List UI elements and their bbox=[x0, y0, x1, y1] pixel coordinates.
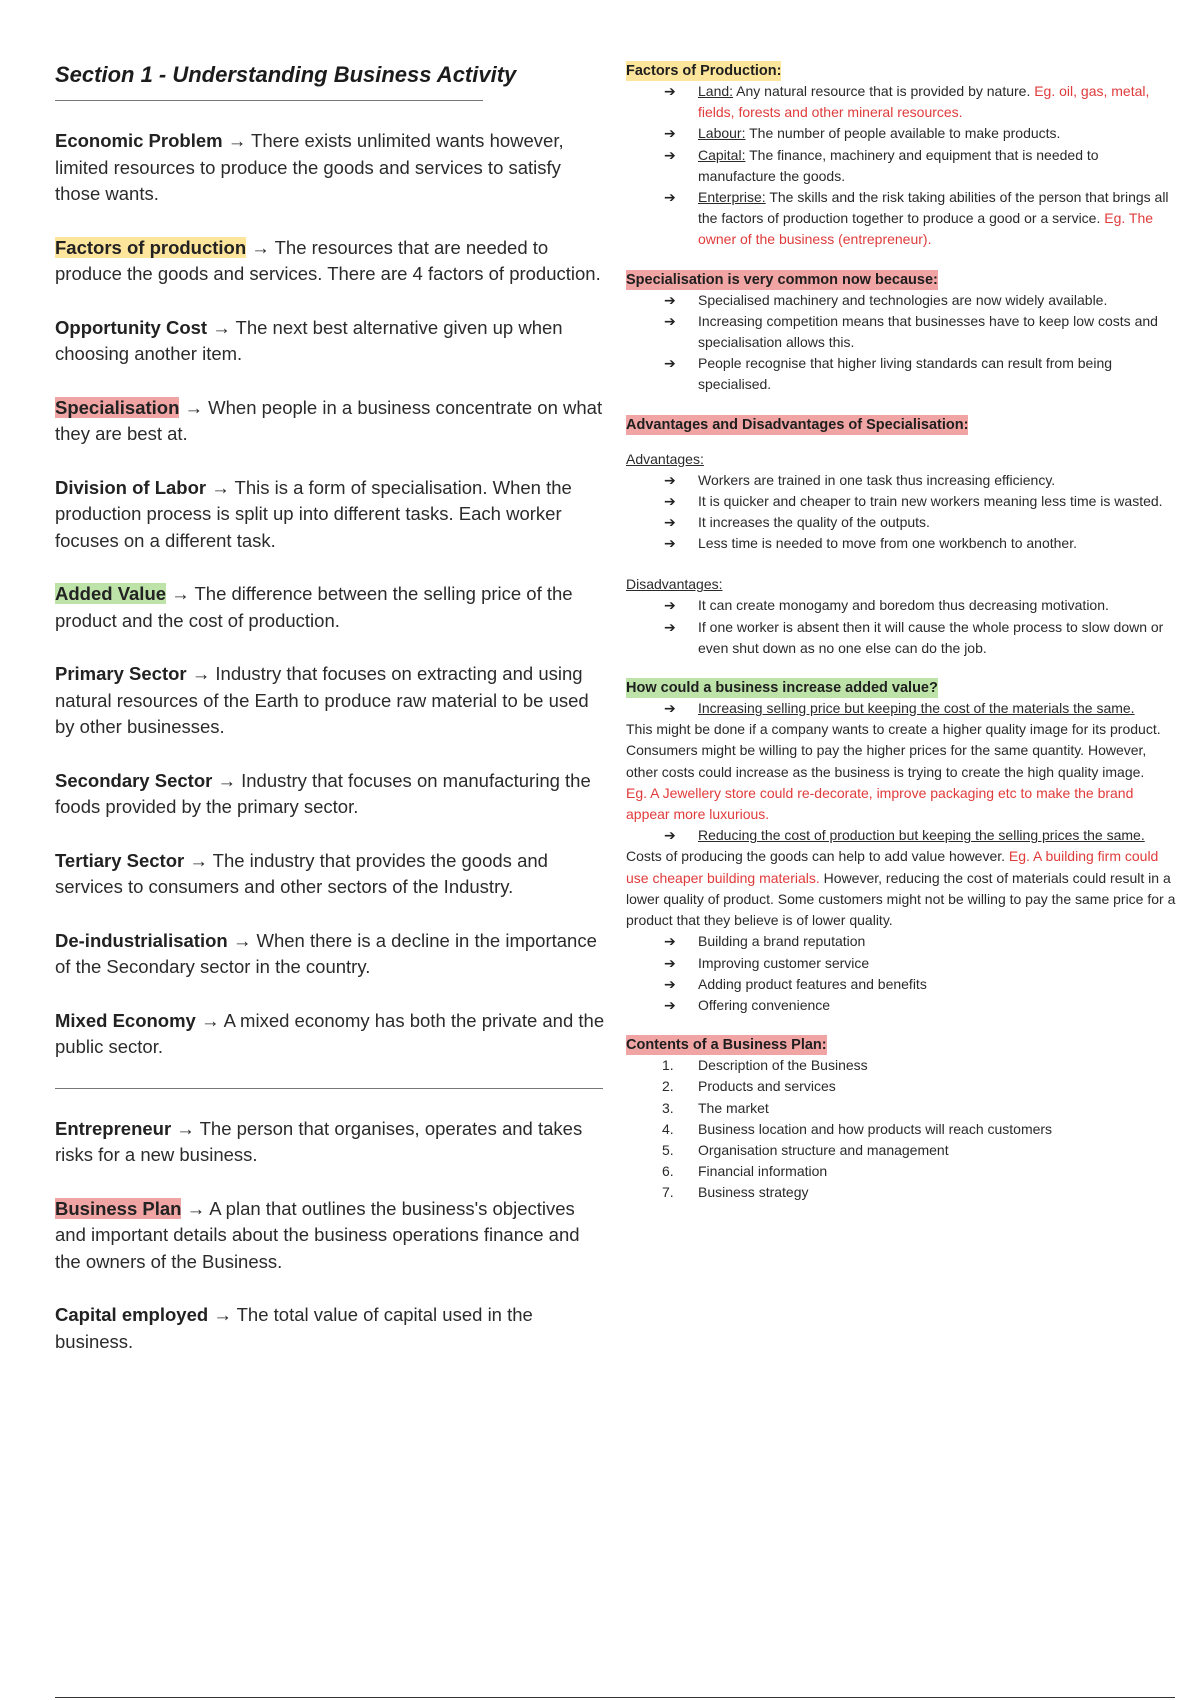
definition-business-plan bbox=[55, 1196, 610, 1276]
term-label: Business Plan bbox=[55, 1197, 182, 1219]
list-item bbox=[626, 470, 1178, 491]
added-value-paragraph-2 bbox=[626, 846, 1178, 931]
term-label: Entrepreneur bbox=[55, 1117, 172, 1139]
factor-label: Labour: bbox=[698, 125, 746, 142]
list-item bbox=[626, 311, 1178, 353]
added-value-list-1 bbox=[626, 698, 1178, 719]
list-item-text: It increases the quality of the outputs. bbox=[698, 514, 930, 531]
list-item bbox=[626, 825, 1178, 846]
arrow-right-icon: ➔ bbox=[664, 312, 676, 329]
arrow-right-icon: ➔ bbox=[664, 83, 676, 99]
list-number: 7. bbox=[662, 1184, 674, 1201]
arrow-right-icon: ➔ bbox=[664, 189, 676, 206]
added-value-list-3 bbox=[626, 931, 1178, 1016]
term-label: Specialisation bbox=[55, 396, 180, 418]
term-label: Tertiary Sector bbox=[55, 849, 185, 871]
factor-label: Enterprise: bbox=[698, 189, 766, 206]
list-item bbox=[626, 595, 1178, 616]
advantages-list bbox=[626, 470, 1178, 555]
list-item-text: If one worker is absent then it will cause the whole process to slow down or even shut down as no one else can do the job. bbox=[698, 618, 1164, 656]
list-item bbox=[626, 1140, 1178, 1161]
arrow-right-icon: ➔ bbox=[664, 125, 676, 142]
term-description: → Industry that focuses on extracting and using natural resources of the Earth to produce raw material to be used by other businesses. bbox=[55, 663, 589, 737]
factor-example: Eg. oil, gas, metal, fields, forests and other mineral resources. bbox=[698, 83, 1150, 121]
list-item-text: Less time is needed to move from one workbench to another. bbox=[698, 535, 1077, 552]
list-item-text: Business location and how products will reach customers bbox=[698, 1120, 1053, 1137]
paragraph-text: This might be done if a company wants to create a higher quality image for its product. Consumers might be willing to pay the higher prices for the same quantity. However, other costs could increase as the business is trying to create the high quality image. bbox=[626, 721, 1161, 780]
list-item-text: Offering convenience bbox=[698, 996, 831, 1013]
arrow-right-icon: ➔ bbox=[664, 933, 676, 950]
list-item-text: Organisation structure and management bbox=[698, 1141, 949, 1158]
list-item-text: Financial information bbox=[698, 1163, 828, 1180]
list-item-text: It can create monogamy and boredom thus decreasing motivation. bbox=[698, 597, 1109, 614]
paragraph-text: Costs of producing the goods can help to add value however. bbox=[626, 848, 1009, 865]
term-description: → The next best alternative given up when choosing another item. bbox=[55, 316, 563, 364]
list-item-text: Business strategy bbox=[698, 1184, 809, 1201]
list-item-text: Building a brand reputation bbox=[698, 933, 866, 950]
list-item-text: Specialised machinery and technologies are now widely available. bbox=[698, 291, 1108, 308]
section-divider bbox=[55, 1088, 603, 1089]
term-description: → The resources that are needed to produce the goods and services. There are 4 factors of production. bbox=[55, 236, 601, 284]
arrow-right-icon: ➔ bbox=[664, 355, 676, 372]
factor-text: The number of people available to make products. bbox=[745, 125, 1061, 142]
list-item bbox=[626, 617, 1178, 659]
paragraph-text: However, reducing the cost of materials could result in a lower quality of product. Some customers might not be willing to pay the same price for a product that they believe is of lower quality. bbox=[626, 869, 1176, 929]
added-value-heading: How could a business increase added value? bbox=[626, 680, 938, 697]
definition-primary-sector bbox=[55, 661, 610, 741]
specialisation-heading: Specialisation is very common now because: bbox=[626, 271, 938, 288]
business-plan-list bbox=[626, 1055, 1178, 1203]
definition-de-industrialisation bbox=[55, 928, 610, 981]
term-description: → The difference between the selling price of the product and the cost of production. bbox=[55, 583, 573, 631]
paragraph-example: Eg. A building firm could use cheaper building materials. bbox=[626, 848, 1159, 886]
definition-entrepreneur bbox=[55, 1116, 610, 1169]
term-label: Primary Sector bbox=[55, 663, 187, 684]
added-value-block bbox=[626, 678, 1178, 1016]
arrow-right-icon: ➔ bbox=[664, 954, 676, 971]
list-item bbox=[626, 1076, 1178, 1097]
list-item bbox=[626, 1182, 1178, 1203]
term-label: De-industrialisation bbox=[55, 929, 228, 951]
term-description: → When people in a business concentrate on what they are best at. bbox=[55, 396, 603, 444]
list-item bbox=[626, 533, 1178, 554]
list-item-text: Reducing the cost of production but keeping the selling prices the same. bbox=[698, 827, 1145, 844]
term-description: → The person that organises, operates and takes risks for a new business. bbox=[55, 1117, 583, 1165]
list-item-text: Adding product features and benefits bbox=[698, 975, 927, 992]
definition-mixed-economy bbox=[55, 1008, 610, 1061]
definition-opportunity-cost bbox=[55, 315, 610, 368]
list-number: 2. bbox=[662, 1078, 674, 1095]
added-value-list-2 bbox=[626, 825, 1178, 846]
list-item-text: It is quicker and cheaper to train new workers meaning less time is wasted. bbox=[698, 492, 1163, 509]
list-number: 6. bbox=[662, 1163, 674, 1180]
arrow-right-icon: ➔ bbox=[664, 146, 676, 163]
list-item-text: People recognise that higher living standards can result from being specialised. bbox=[698, 355, 1113, 393]
factor-label: Land: bbox=[698, 83, 734, 99]
arrow-right-icon: ➔ bbox=[664, 996, 676, 1013]
definition-added-value bbox=[55, 581, 610, 634]
list-number: 4. bbox=[662, 1120, 674, 1137]
arrow-right-icon: ➔ bbox=[664, 597, 676, 614]
disadvantages-list bbox=[626, 595, 1178, 659]
arrow-right-icon: ➔ bbox=[664, 618, 676, 635]
disadvantages-label: Disadvantages: bbox=[626, 576, 723, 593]
arrow-right-icon: ➔ bbox=[664, 700, 676, 717]
factor-text: The finance, machinery and equipment that is needed to manufacture the goods. bbox=[698, 146, 1099, 184]
list-item bbox=[626, 491, 1178, 512]
right-column bbox=[626, 61, 1178, 1223]
list-item bbox=[626, 974, 1178, 995]
arrow-right-icon: ➔ bbox=[664, 291, 676, 308]
term-description: → There exists unlimited wants however, limited resources to produce the goods and services to satisfy those wants. bbox=[55, 130, 564, 204]
list-item bbox=[626, 953, 1178, 974]
list-item bbox=[626, 1119, 1178, 1140]
arrow-right-icon: ➔ bbox=[664, 827, 676, 844]
adv-dis-block bbox=[626, 415, 1178, 659]
page-title: Section 1 - Understanding Business Activity bbox=[55, 62, 517, 87]
term-description: → When there is a decline in the importance of the Secondary sector in the country. bbox=[55, 929, 597, 977]
title-divider bbox=[55, 100, 483, 101]
term-description: → This is a form of specialisation. When the production process is split up into different tasks. Each worker focuses on a different task. bbox=[55, 476, 572, 551]
list-item-text: Improving customer service bbox=[698, 954, 870, 971]
arrow-right-icon: ➔ bbox=[664, 975, 676, 992]
term-label: Added Value bbox=[55, 583, 167, 604]
term-description: → The industry that provides the goods and services to consumers and other sectors of the Industry. bbox=[55, 849, 548, 897]
left-column bbox=[55, 58, 610, 1382]
definition-tertiary-sector bbox=[55, 848, 610, 901]
term-description: → A mixed economy has both the private and the public sector. bbox=[55, 1009, 605, 1057]
factors-list bbox=[626, 81, 1178, 251]
footer-divider bbox=[55, 1697, 1175, 1698]
term-label: Division of Labor bbox=[55, 476, 207, 498]
added-value-paragraph-1 bbox=[626, 719, 1178, 825]
adv-dis-heading: Advantages and Disadvantages of Specialisation: bbox=[626, 416, 969, 433]
list-item bbox=[626, 698, 1178, 719]
list-item-text: Workers are trained in one task thus increasing efficiency. bbox=[698, 471, 1056, 488]
list-item bbox=[626, 995, 1178, 1016]
list-number: 5. bbox=[662, 1141, 674, 1158]
term-label: Factors of production bbox=[55, 236, 247, 258]
list-item-text: Increasing selling price but keeping the cost of the materials the same. bbox=[698, 700, 1135, 717]
list-item bbox=[626, 123, 1178, 144]
business-plan-heading: Contents of a Business Plan: bbox=[626, 1037, 827, 1054]
factors-heading: Factors of Production: bbox=[626, 63, 782, 79]
term-label: Opportunity Cost bbox=[55, 316, 208, 338]
term-label: Capital employed bbox=[55, 1304, 209, 1325]
list-number: 1. bbox=[662, 1057, 674, 1074]
list-item bbox=[626, 512, 1178, 533]
list-item-text: Increasing competition means that businesses have to keep low costs and specialisation allows this. bbox=[698, 312, 1158, 351]
list-item-text: The market bbox=[698, 1099, 769, 1116]
definition-secondary-sector bbox=[55, 768, 610, 821]
list-item bbox=[626, 1098, 1178, 1119]
factor-text: Any natural resource that is provided by nature. bbox=[733, 83, 1035, 99]
list-item bbox=[626, 353, 1178, 395]
term-description: → The total value of capital used in the business. bbox=[55, 1304, 533, 1352]
list-item bbox=[626, 145, 1178, 187]
specialisation-block bbox=[626, 270, 1178, 396]
list-item bbox=[626, 1055, 1178, 1076]
list-item bbox=[626, 81, 1178, 123]
definition-capital-employed bbox=[55, 1302, 610, 1355]
specialisation-list bbox=[626, 290, 1178, 396]
arrow-right-icon: ➔ bbox=[664, 492, 676, 509]
arrow-right-icon: ➔ bbox=[664, 514, 676, 531]
list-item-text: Products and services bbox=[698, 1078, 836, 1095]
definition-division-of-labor bbox=[55, 475, 610, 555]
list-number: 3. bbox=[662, 1099, 674, 1116]
term-label: Mixed Economy bbox=[55, 1009, 196, 1031]
arrow-right-icon: ➔ bbox=[664, 535, 676, 552]
definition-economic-problem bbox=[55, 128, 610, 208]
advantages-label: Advantages: bbox=[626, 450, 704, 467]
definition-factors-of-production bbox=[55, 235, 610, 288]
list-item bbox=[626, 1161, 1178, 1182]
term-label: Economic Problem bbox=[55, 130, 223, 151]
term-description: → Industry that focuses on manufacturing the foods provided by the primary sector. bbox=[55, 769, 591, 817]
definition-specialisation bbox=[55, 395, 610, 448]
term-description: → A plan that outlines the business's objectives and important details about the business operations finance and the owners of the Business. bbox=[55, 1197, 580, 1272]
list-item bbox=[626, 187, 1178, 251]
list-item bbox=[626, 290, 1178, 311]
term-label: Secondary Sector bbox=[55, 769, 213, 791]
factor-example: Eg. The owner of the business (entrepreneur). bbox=[698, 210, 1154, 248]
paragraph-example: Eg. A Jewellery store could re-decorate, improve packaging etc to make the brand appear more luxurious. bbox=[626, 784, 1134, 823]
factor-text: The skills and the risk taking abilities of the person that brings all the factors of production together to produce a good or a service. bbox=[698, 189, 1169, 227]
factor-label: Capital: bbox=[698, 146, 746, 163]
factors-block bbox=[626, 61, 1178, 251]
list-item-text: Description of the Business bbox=[698, 1057, 868, 1074]
arrow-right-icon: ➔ bbox=[664, 471, 676, 488]
list-item bbox=[626, 931, 1178, 952]
business-plan-block bbox=[626, 1035, 1178, 1203]
